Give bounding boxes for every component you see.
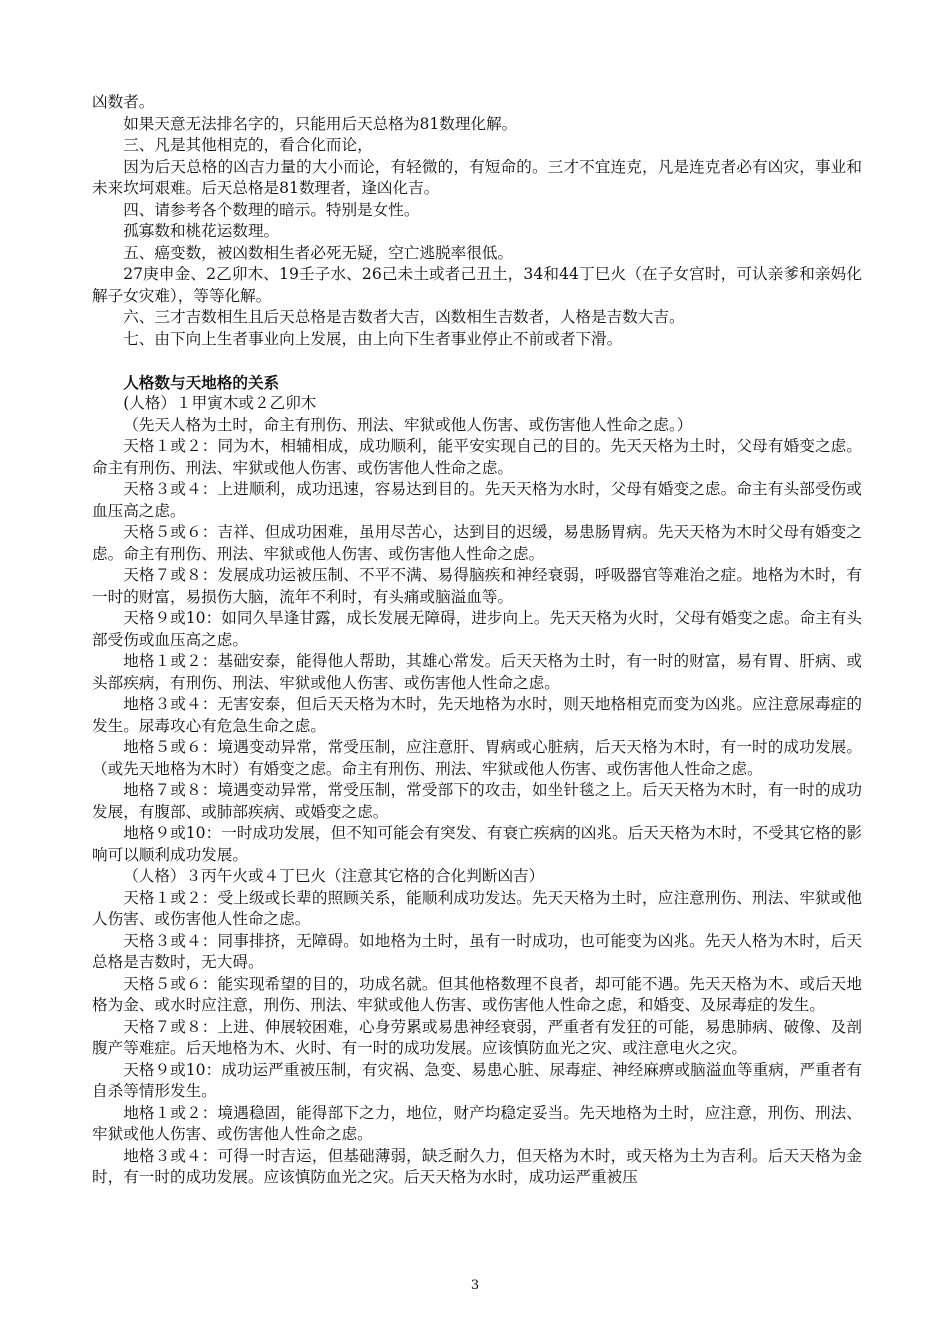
paragraph: 六、三才吉数相生且后天总格是吉数者大吉，凶数相生吉数者，人格是吉数大吉。: [123, 308, 685, 326]
paragraph: 地格３或４：无害安泰，但后天天格为木时，先天地格为水时，则天地格相克而变为凶兆。应注意尿毒症的发生。尿毒攻心有危急生命之虑。: [92, 695, 862, 735]
paragraph: (人格）１甲寅木或２乙卯木: [123, 394, 317, 412]
paragraph: 27庚申金、2乙卯木、19壬子水、26己未土或者己丑土，34和44丁巳火（在子女宫时，可认亲爹和亲妈化解子女灾难），等等化解。: [92, 265, 862, 305]
document-body: [92, 92, 862, 1189]
paragraph: 四、请参考各个数理的暗示。特别是女性。: [123, 200, 420, 219]
paragraph: 七、由下向上生者事业向上发展，由上向下生者事业停止不前或者下滑。: [123, 329, 623, 348]
paragraph: 天格１或２：受上级或长辈的照顾关系，能顺利成功发达。先天天格为土时，应注意刑伤、刑法、牢狱或他人伤害、或伤害他人性命之虑。: [92, 888, 862, 928]
paragraph: 凶数者。: [92, 93, 155, 111]
paragraph: （先天人格为土时，命主有刑伤、刑法、牢狱或他人伤害、或伤害他人性命之虑。）: [123, 415, 693, 434]
paragraph: 天格３或４：同事排挤，无障碍。如地格为土时，虽有一时成功，也可能变为凶兆。先天人格为木时，后天总格是吉数时，无大碍。: [92, 931, 862, 971]
paragraph: 天格９或10：成功运严重被压制，有灾祸、急变、易患心脏、尿毒症、神经麻痹或脑溢血等重病，严重者有自杀等情形发生。: [92, 1060, 862, 1100]
paragraph: 天格５或６：吉祥、但成功困难，虽用尽苦心，达到目的迟缓，易患肠胃病。先天天格为木时父母有婚变之虑。命主有刑伤、刑法、牢狱或他人伤害、或伤害他人性命之虑。: [92, 523, 862, 563]
page-number: 3: [470, 1278, 480, 1293]
paragraph: 孤寡数和桃花运数理。: [123, 222, 280, 240]
section-heading: 人格数与天地格的关系: [123, 372, 280, 392]
paragraph: 天格７或８：上进、伸展较困难，心身劳累或易患神经衰弱，严重者有发狂的可能，易患肺病、破像、及剖腹产等难症。后天地格为木、火时、有一时的成功发展。应该慎防血光之灾、或注意电火之灾。: [92, 1017, 862, 1057]
paragraph: 天格３或４：上进顺利，成功迅速，容易达到目的。先天天格为水时，父母有婚变之虑。命主有头部受伤或血压高之虑。: [92, 480, 862, 520]
paragraph: 三、凡是其他相克的，看合化而论，: [123, 136, 373, 154]
paragraph: 五、癌变数，被凶数相生者必死无疑，空亡逃脱率很低。: [123, 243, 514, 262]
paragraph: （人格）３丙午火或４丁巳火（注意其它格的合化判断凶吉）: [123, 867, 545, 885]
paragraph: 如果天意无法排名字的，只能用后天总格为81数理化解。: [123, 114, 518, 133]
paragraph: 地格１或２：基础安泰，能得他人帮助，其雄心常发。后天天格为土时，有一时的财富，易有胃、肝病、或头部疾病，有刑伤、刑法、牢狱或他人伤害、或伤害他人性命之虑。: [92, 652, 862, 692]
paragraph: 因为后天总格的凶吉力量的大小而论，有轻微的，有短命的。三才不宜连克，凡是连克者必有凶灾，事业和未来坎坷艰难。后天总格是81数理者，逢凶化吉。: [92, 157, 862, 197]
paragraph: 地格３或４：可得一时吉运，但基础薄弱，缺乏耐久力，但天格为木时，或天格为土为吉利。后天天格为金时，有一时的成功发展。应该慎防血光之灾。后天天格为水时，成功运严重被压: [92, 1146, 862, 1186]
paragraph: 地格９或10：一时成功发展，但不知可能会有突发、有衰亡疾病的凶兆。后天天格为木时，不受其它格的影响可以顺利成功发展。: [92, 824, 862, 864]
paragraph: 天格５或６：能实现希望的目的，功成名就。但其他格数理不良者，却可能不遇。先天天格为木、或后天地格为金、或水时应注意，刑伤、刑法、牢狱或他人伤害、或伤害他人性命之虑，和婚变、及尿毒症的发生。: [92, 974, 862, 1014]
paragraph: 天格９或10：如同久旱逢甘露，成长发展无障碍，进步向上。先天天格为火时，父母有婚变之虑。命主有头部受伤或血压高之虑。: [92, 609, 862, 649]
paragraph: 地格５或６：境遇变动异常，常受压制，应注意肝、胃病或心脏病，后天天格为木时，有一时的成功发展。（或先天地格为木时）有婚变之虑。命主有刑伤、刑法、牢狱或他人伤害、或伤害他人性命之虑。: [92, 738, 862, 778]
paragraph: 地格１或２：境遇稳固，能得部下之力，地位，财产均稳定妥当。先天地格为土时，应注意，刑伤、刑法、牢狱或他人伤害、或伤害他人性命之虑。: [92, 1103, 862, 1143]
paragraph: 地格７或８：境遇变动异常，常受压制，常受部下的攻击，如坐针毯之上。后天天格为木时，有一时的成功发展，有腹部、或肺部疾病、或婚变之虑。: [92, 781, 862, 821]
paragraph: 天格７或８：发展成功运被压制、不平不满、易得脑疾和神经衰弱，呼吸器官等难治之症。地格为木时，有一时的财富，易损伤大脑，流年不利时，有头痛或脑溢血等。: [92, 566, 862, 606]
paragraph: 天格１或２：同为木，相辅相成，成功顺利，能平安实现自己的目的。先天天格为土时，父母有婚变之虑。命主有刑伤、刑法、牢狱或他人伤害、或伤害他人性命之虑。: [92, 437, 862, 477]
